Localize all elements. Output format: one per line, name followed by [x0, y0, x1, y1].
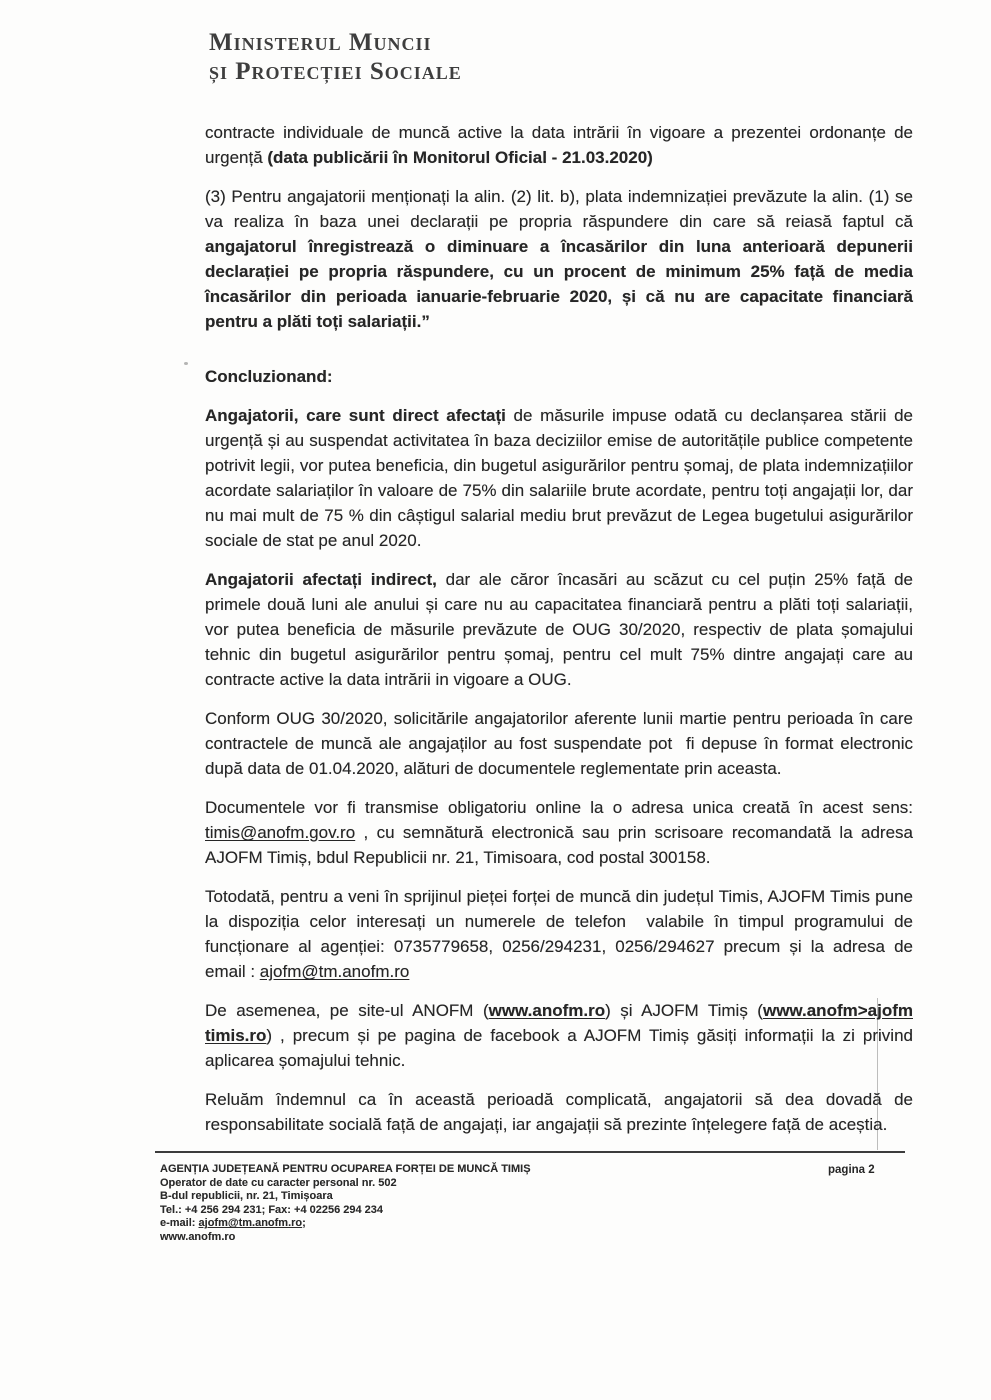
- body-paragraph: [205, 884, 913, 984]
- body-paragraph: [205, 403, 913, 553]
- footer-line: [160, 1190, 720, 1204]
- text-segment: Angajatorii, care sunt direct afectați: [205, 406, 514, 425]
- url-text: www.anofm.ro: [160, 1230, 236, 1243]
- text-segment: , cu semnătură electronică sau prin scrisoare recomandată la adresa AJOFM Timiș, bdul Republicii nr. 21, Timisoara, cod postal 300158.: [205, 823, 913, 867]
- footer-line: [160, 1204, 720, 1218]
- footer-agency-block: [160, 1163, 720, 1245]
- text-segment: dar ale căror încasări au scăzut cu cel puțin 25% față de primele două luni ale anului și care nu au capacitatea financiară pentru a plăti toți salariații, vor putea beneficia de măsurile prevăzute de OUG 30/2020, respectiv de plata șomajului tehnic din bugetul asigurărilor pentru șomaj, pentru cel mult 75% dintre angajați care au contracte active la data intrării in vigoare a OUG.: [205, 570, 913, 689]
- footer-line: [160, 1177, 720, 1191]
- body-paragraph: [205, 567, 913, 692]
- text-segment: De asemenea, pe site-ul ANOFM (: [205, 1001, 489, 1020]
- body-paragraph: [205, 998, 913, 1073]
- footer-line: [160, 1217, 720, 1231]
- text-segment: B-dul republicii, nr. 21, Timișoara: [160, 1190, 333, 1203]
- scan-line-artifact: [877, 998, 878, 1150]
- text-segment: de măsurile impuse odată cu declanșarea stării de urgență și au suspendat activitatea în baza deciziilor emise de autoritățile publice competente potrivit legii, vor putea beneficia, din bugetul asigurărilor pentru șomaj, de plata indemnizațiilor acordate salariaților în valoare de 75% din salariile brute acordate, pentru toți angajații lor, dar nu mai mult de 75 % din câștigul salarial mediu brut prevăzut de Legea bugetului asigurărilor sociale de stat pe anul 2020.: [205, 406, 913, 550]
- body-paragraph: [205, 706, 913, 781]
- email-link: ajofm@tm.anofm.ro: [259, 962, 410, 981]
- text-segment: Conform OUG 30/2020, solicitările angajatorilor aferente lunii martie pentru perioada în care contractele de muncă ale angajaților au fost suspendate pot fi depuse în format electronic după data de 01.04.2020, alături de documentele reglementate prin aceasta.: [205, 709, 913, 778]
- text-segment: Operator de date cu caracter personal nr. 502: [160, 1176, 397, 1189]
- text-segment: Angajatorii afectați indirect,: [205, 570, 446, 589]
- text-segment: contracte individuale de muncă active la data intrării în vigoare a prezentei ordonanțe de urgență: [205, 123, 913, 167]
- body-paragraph: [205, 120, 913, 170]
- text-segment: e-mail:: [160, 1217, 199, 1230]
- text-segment: (3) Pentru angajatorii menționați la alin. (2) lit. b), plata indemnizației prevăzute la alin. (1) se va realiza în baza unei declarații pe propria răspundere din care să reiasă faptul că: [205, 187, 913, 231]
- scan-dot-artifact: [184, 362, 188, 365]
- text-segment: Tel.: +4 256 294 231; Fax: +4 02256 294 234: [160, 1203, 384, 1216]
- text-segment: Reluăm îndemnul ca în această perioadă complicată, angajatorii să dea dovadă de responsabilitate socială față de angajați, iar angajații să prezinte înțelegere față de aceștia.: [205, 1090, 913, 1134]
- document-body: [205, 120, 913, 1151]
- text-segment: AGENȚIA JUDEȚEANĂ PENTRU OCUPAREA FORȚEI DE MUNCĂ TIMIȘ: [160, 1163, 531, 1175]
- url-link: www.anofm.ro: [488, 1001, 606, 1020]
- text-segment: Concluzionand:: [205, 367, 333, 386]
- email-link: timis@anofm.gov.ro: [205, 823, 356, 842]
- body-paragraph: [205, 1087, 913, 1137]
- text-segment: ;: [302, 1217, 306, 1230]
- footer-divider: [155, 1151, 905, 1153]
- text-segment: ) , precum și pe pagina de facebook a AJOFM Timiș găsiți informații la zi privind aplicarea șomajului tehnic.: [205, 1026, 913, 1070]
- section-heading: [205, 364, 913, 389]
- footer-line: [160, 1163, 720, 1177]
- body-paragraph: [205, 795, 913, 870]
- text-segment: Totodată, pentru a veni în sprijinul pieței forței de muncă din județul Timis, AJOFM Timis pune la dispoziția celor interesați un numerele de telefon valabile în timpul programului de funcționare al agenției: 0735779658, 0256/294231, 0256/294627 precum și la adresa de email :: [205, 887, 913, 981]
- footer-line: [160, 1231, 720, 1245]
- page-number: pagina 2: [828, 1164, 875, 1176]
- body-paragraph: [205, 184, 913, 334]
- ministry-name-line2: și Protecției Sociale: [209, 58, 462, 85]
- text-segment: angajatorul înregistrează o diminuare a încasărilor din luna anterioară depunerii declarației pe propria răspundere, cu un procent de minimum 25% față de media încasărilor din perioada ianuarie-februarie 2020, și că nu are capacitate financiară pentru a plăti toți salariații.”: [205, 237, 913, 331]
- text-segment: (data publicării în Monitorul Oficial - 21.03.2020): [267, 148, 653, 167]
- ministry-header: [209, 28, 462, 86]
- email-link: ajofm@tm.anofm.ro: [198, 1217, 303, 1230]
- text-segment: ) și AJOFM Timiș (: [605, 1001, 763, 1020]
- url-link: www.anofm>ajofm timis.ro: [205, 1001, 913, 1045]
- text-segment: Documentele vor fi transmise obligatoriu online la o adresa unica creată în acest sens:: [205, 798, 913, 817]
- ministry-name-line1: Ministerul Muncii: [209, 29, 432, 56]
